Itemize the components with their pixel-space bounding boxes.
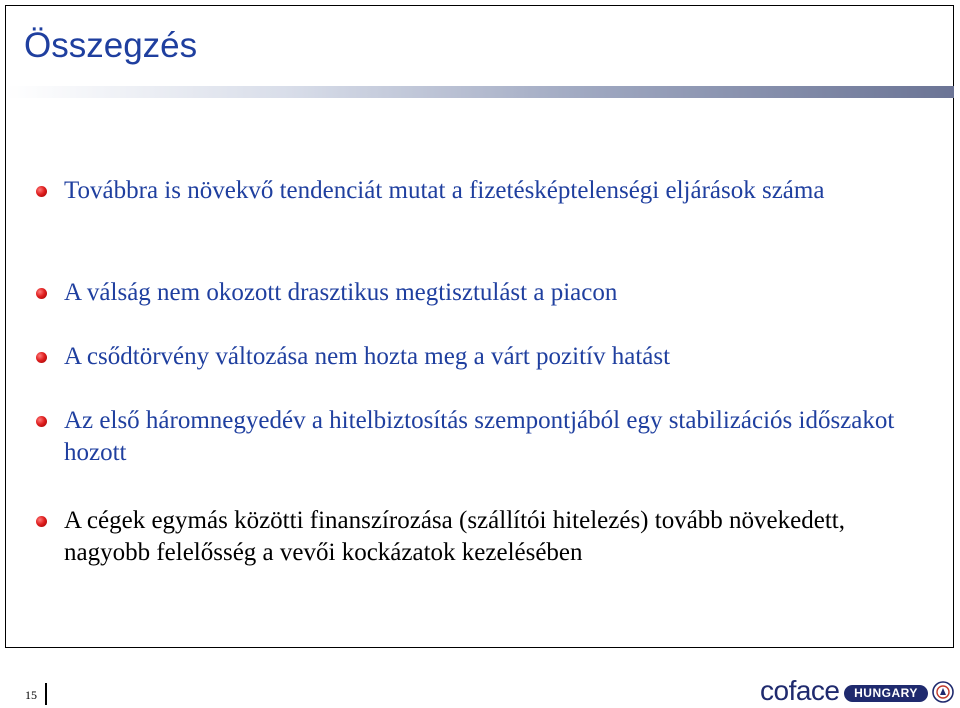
bullet-text: Továbbra is növekvő tendenciát mutat a fizetésképtelenségi eljárások száma <box>64 177 825 204</box>
title-underline <box>6 86 954 98</box>
page-number: 15 <box>25 688 37 702</box>
bullet-text: A csődtörvény változása nem hozta meg a várt pozitív hatást <box>64 343 671 370</box>
coface-hungary-logo <box>760 675 956 706</box>
bullet-text: A cégek egymás közötti finanszírozása (szállítói hitelezés) tovább növekedett, nagyobb felelősség a vevői kockázatok kezelésében <box>64 507 845 566</box>
logo-country-badge: HUNGARY <box>844 685 928 702</box>
bullet-text: A válság nem okozott drasztikus megtisztulást a piacon <box>64 279 618 306</box>
bullet-dot-icon <box>36 186 47 197</box>
slide-title: Összegzés <box>24 26 198 65</box>
logo-wordmark: coface <box>760 675 840 706</box>
page-number-divider <box>45 683 47 705</box>
bullet-dot-icon <box>36 352 47 363</box>
bullet-dot-icon <box>36 416 47 427</box>
seal-icon <box>932 681 954 703</box>
bullet-dot-icon <box>36 288 47 299</box>
bullet-text: Az első háromnegyedév a hitelbiztosítás szempontjából egy stabilizációs időszakot hozott <box>64 407 895 466</box>
bullet-dot-icon <box>36 516 47 527</box>
